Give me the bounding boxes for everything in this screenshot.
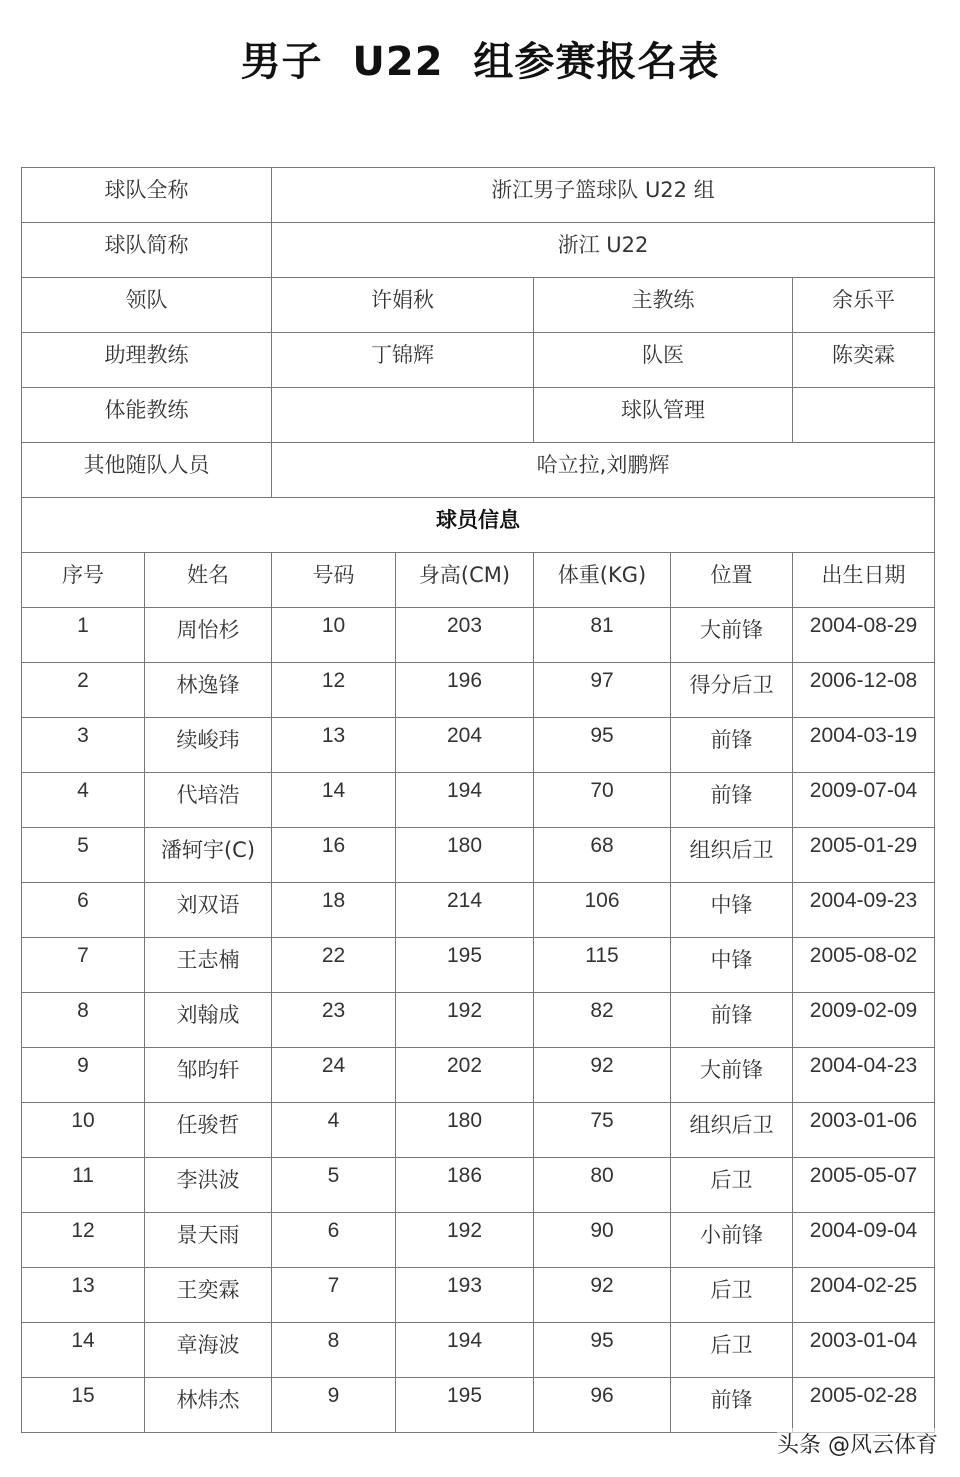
- player-seq: 15: [22, 1378, 145, 1433]
- player-birthdate: 2005-05-07: [793, 1158, 935, 1213]
- player-seq: 6: [22, 883, 145, 938]
- player-weight: 95: [534, 1323, 671, 1378]
- player-height: 193: [396, 1268, 534, 1323]
- player-seq: 11: [22, 1158, 145, 1213]
- player-position: 小前锋: [671, 1213, 793, 1268]
- player-row: [22, 938, 935, 993]
- player-birthdate: 2009-02-09: [793, 993, 935, 1048]
- assistant-row: [22, 333, 935, 388]
- player-position: 前锋: [671, 773, 793, 828]
- leader-row: [22, 278, 935, 333]
- player-name: 景天雨: [145, 1213, 272, 1268]
- player-birthdate: 2003-01-04: [793, 1323, 935, 1378]
- player-weight: 106: [534, 883, 671, 938]
- player-seq: 10: [22, 1103, 145, 1158]
- player-seq: 4: [22, 773, 145, 828]
- player-seq: 8: [22, 993, 145, 1048]
- player-birthdate: 2005-08-02: [793, 938, 935, 993]
- other-staff-value: 哈立拉,刘鹏辉: [272, 443, 935, 498]
- form-title: 男子 U22 组参赛报名表: [240, 39, 720, 85]
- player-name: 任骏哲: [145, 1103, 272, 1158]
- player-row: [22, 1378, 935, 1433]
- player-row: [22, 1158, 935, 1213]
- player-birthdate: 2005-01-29: [793, 828, 935, 883]
- player-name: 代培浩: [145, 773, 272, 828]
- others-row: [22, 443, 935, 498]
- player-name: 潘轲宇(C): [145, 828, 272, 883]
- player-seq: 7: [22, 938, 145, 993]
- player-weight: 82: [534, 993, 671, 1048]
- fitness-row: [22, 388, 935, 443]
- player-row: [22, 1323, 935, 1378]
- player-birthdate: 2004-09-04: [793, 1213, 935, 1268]
- player-row: [22, 1103, 935, 1158]
- column-header: 位置: [671, 553, 793, 608]
- player-birthdate: 2004-03-19: [793, 718, 935, 773]
- player-name: 王志楠: [145, 938, 272, 993]
- column-header: 身高(CM): [396, 553, 534, 608]
- player-row: [22, 663, 935, 718]
- player-row: [22, 1213, 935, 1268]
- player-birthdate: 2004-09-23: [793, 883, 935, 938]
- player-birthdate: 2004-02-25: [793, 1268, 935, 1323]
- player-position: 大前锋: [671, 608, 793, 663]
- column-header: 序号: [22, 553, 145, 608]
- leader-label: 领队: [22, 278, 272, 333]
- team-full-name-row: [22, 168, 935, 223]
- player-number: 7: [272, 1268, 396, 1323]
- player-height: 195: [396, 1378, 534, 1433]
- player-name: 刘翰成: [145, 993, 272, 1048]
- assistant-coach-value: 丁锦辉: [272, 333, 534, 388]
- player-height: 202: [396, 1048, 534, 1103]
- player-seq: 13: [22, 1268, 145, 1323]
- player-number: 14: [272, 773, 396, 828]
- team-manager-value: [793, 388, 935, 443]
- column-header: 体重(KG): [534, 553, 671, 608]
- player-weight: 96: [534, 1378, 671, 1433]
- player-height: 186: [396, 1158, 534, 1213]
- player-position: 前锋: [671, 1378, 793, 1433]
- team-short-name-row: [22, 223, 935, 278]
- player-name: 林炜杰: [145, 1378, 272, 1433]
- player-birthdate: 2005-02-28: [793, 1378, 935, 1433]
- assistant-coach-label: 助理教练: [22, 333, 272, 388]
- player-weight: 92: [534, 1048, 671, 1103]
- player-position: 后卫: [671, 1323, 793, 1378]
- player-height: 194: [396, 1323, 534, 1378]
- player-seq: 12: [22, 1213, 145, 1268]
- player-birthdate: 2006-12-08: [793, 663, 935, 718]
- player-number: 22: [272, 938, 396, 993]
- column-header: 号码: [272, 553, 396, 608]
- player-birthdate: 2009-07-04: [793, 773, 935, 828]
- player-birthdate: 2004-08-29: [793, 608, 935, 663]
- player-position: 后卫: [671, 1158, 793, 1213]
- player-row: [22, 718, 935, 773]
- other-staff-label: 其他随队人员: [22, 443, 272, 498]
- player-position: 中锋: [671, 938, 793, 993]
- player-birthdate: 2004-04-23: [793, 1048, 935, 1103]
- player-height: 196: [396, 663, 534, 718]
- player-seq: 1: [22, 608, 145, 663]
- player-height: 204: [396, 718, 534, 773]
- player-seq: 3: [22, 718, 145, 773]
- player-number: 23: [272, 993, 396, 1048]
- player-weight: 75: [534, 1103, 671, 1158]
- player-position: 得分后卫: [671, 663, 793, 718]
- player-height: 195: [396, 938, 534, 993]
- team-full-name-value: 浙江男子篮球队 U22 组: [272, 168, 935, 223]
- player-weight: 68: [534, 828, 671, 883]
- head-coach-value: 余乐平: [793, 278, 935, 333]
- player-number: 18: [272, 883, 396, 938]
- player-number: 16: [272, 828, 396, 883]
- player-height: 203: [396, 608, 534, 663]
- column-header: 出生日期: [793, 553, 935, 608]
- player-number: 12: [272, 663, 396, 718]
- player-weight: 80: [534, 1158, 671, 1213]
- player-number: 8: [272, 1323, 396, 1378]
- player-number: 24: [272, 1048, 396, 1103]
- player-weight: 92: [534, 1268, 671, 1323]
- doctor-label: 队医: [534, 333, 793, 388]
- player-height: 214: [396, 883, 534, 938]
- player-name: 王奕霖: [145, 1268, 272, 1323]
- player-number: 5: [272, 1158, 396, 1213]
- player-birthdate: 2003-01-06: [793, 1103, 935, 1158]
- player-number: 9: [272, 1378, 396, 1433]
- player-height: 180: [396, 828, 534, 883]
- player-row: [22, 828, 935, 883]
- player-weight: 97: [534, 663, 671, 718]
- player-row: [22, 993, 935, 1048]
- player-name: 李洪波: [145, 1158, 272, 1213]
- fitness-coach-label: 体能教练: [22, 388, 272, 443]
- player-number: 4: [272, 1103, 396, 1158]
- player-seq: 2: [22, 663, 145, 718]
- player-weight: 81: [534, 608, 671, 663]
- player-row: [22, 1048, 935, 1103]
- player-weight: 95: [534, 718, 671, 773]
- player-row: [22, 1268, 935, 1323]
- player-row: [22, 883, 935, 938]
- player-number: 13: [272, 718, 396, 773]
- player-weight: 90: [534, 1213, 671, 1268]
- fitness-coach-value: [272, 388, 534, 443]
- team-short-name-value: 浙江 U22: [272, 223, 935, 278]
- player-height: 192: [396, 993, 534, 1048]
- player-name: 续峻玮: [145, 718, 272, 773]
- player-weight: 70: [534, 773, 671, 828]
- players-header-row: [22, 553, 935, 608]
- player-height: 180: [396, 1103, 534, 1158]
- players-section-heading: 球员信息: [22, 498, 935, 553]
- player-height: 194: [396, 773, 534, 828]
- team-short-name-label: 球队简称: [22, 223, 272, 278]
- player-number: 6: [272, 1213, 396, 1268]
- player-position: 组织后卫: [671, 828, 793, 883]
- registration-table: [21, 167, 935, 1433]
- player-name: 邹昀轩: [145, 1048, 272, 1103]
- doctor-value: 陈奕霖: [793, 333, 935, 388]
- players-section-row: [22, 498, 935, 553]
- player-position: 前锋: [671, 993, 793, 1048]
- column-header: 姓名: [145, 553, 272, 608]
- team-manager-label: 球队管理: [534, 388, 793, 443]
- player-position: 组织后卫: [671, 1103, 793, 1158]
- watermark: 头条 @风云体育: [777, 1428, 938, 1459]
- player-weight: 115: [534, 938, 671, 993]
- player-row: [22, 608, 935, 663]
- leader-value: 许娟秋: [272, 278, 534, 333]
- player-seq: 9: [22, 1048, 145, 1103]
- player-name: 周怡杉: [145, 608, 272, 663]
- player-row: [22, 773, 935, 828]
- player-seq: 5: [22, 828, 145, 883]
- player-position: 前锋: [671, 718, 793, 773]
- team-full-name-label: 球队全称: [22, 168, 272, 223]
- player-name: 章海波: [145, 1323, 272, 1378]
- player-name: 林逸锋: [145, 663, 272, 718]
- player-number: 10: [272, 608, 396, 663]
- player-seq: 14: [22, 1323, 145, 1378]
- player-position: 后卫: [671, 1268, 793, 1323]
- player-position: 大前锋: [671, 1048, 793, 1103]
- player-height: 192: [396, 1213, 534, 1268]
- head-coach-label: 主教练: [534, 278, 793, 333]
- player-name: 刘双语: [145, 883, 272, 938]
- player-position: 中锋: [671, 883, 793, 938]
